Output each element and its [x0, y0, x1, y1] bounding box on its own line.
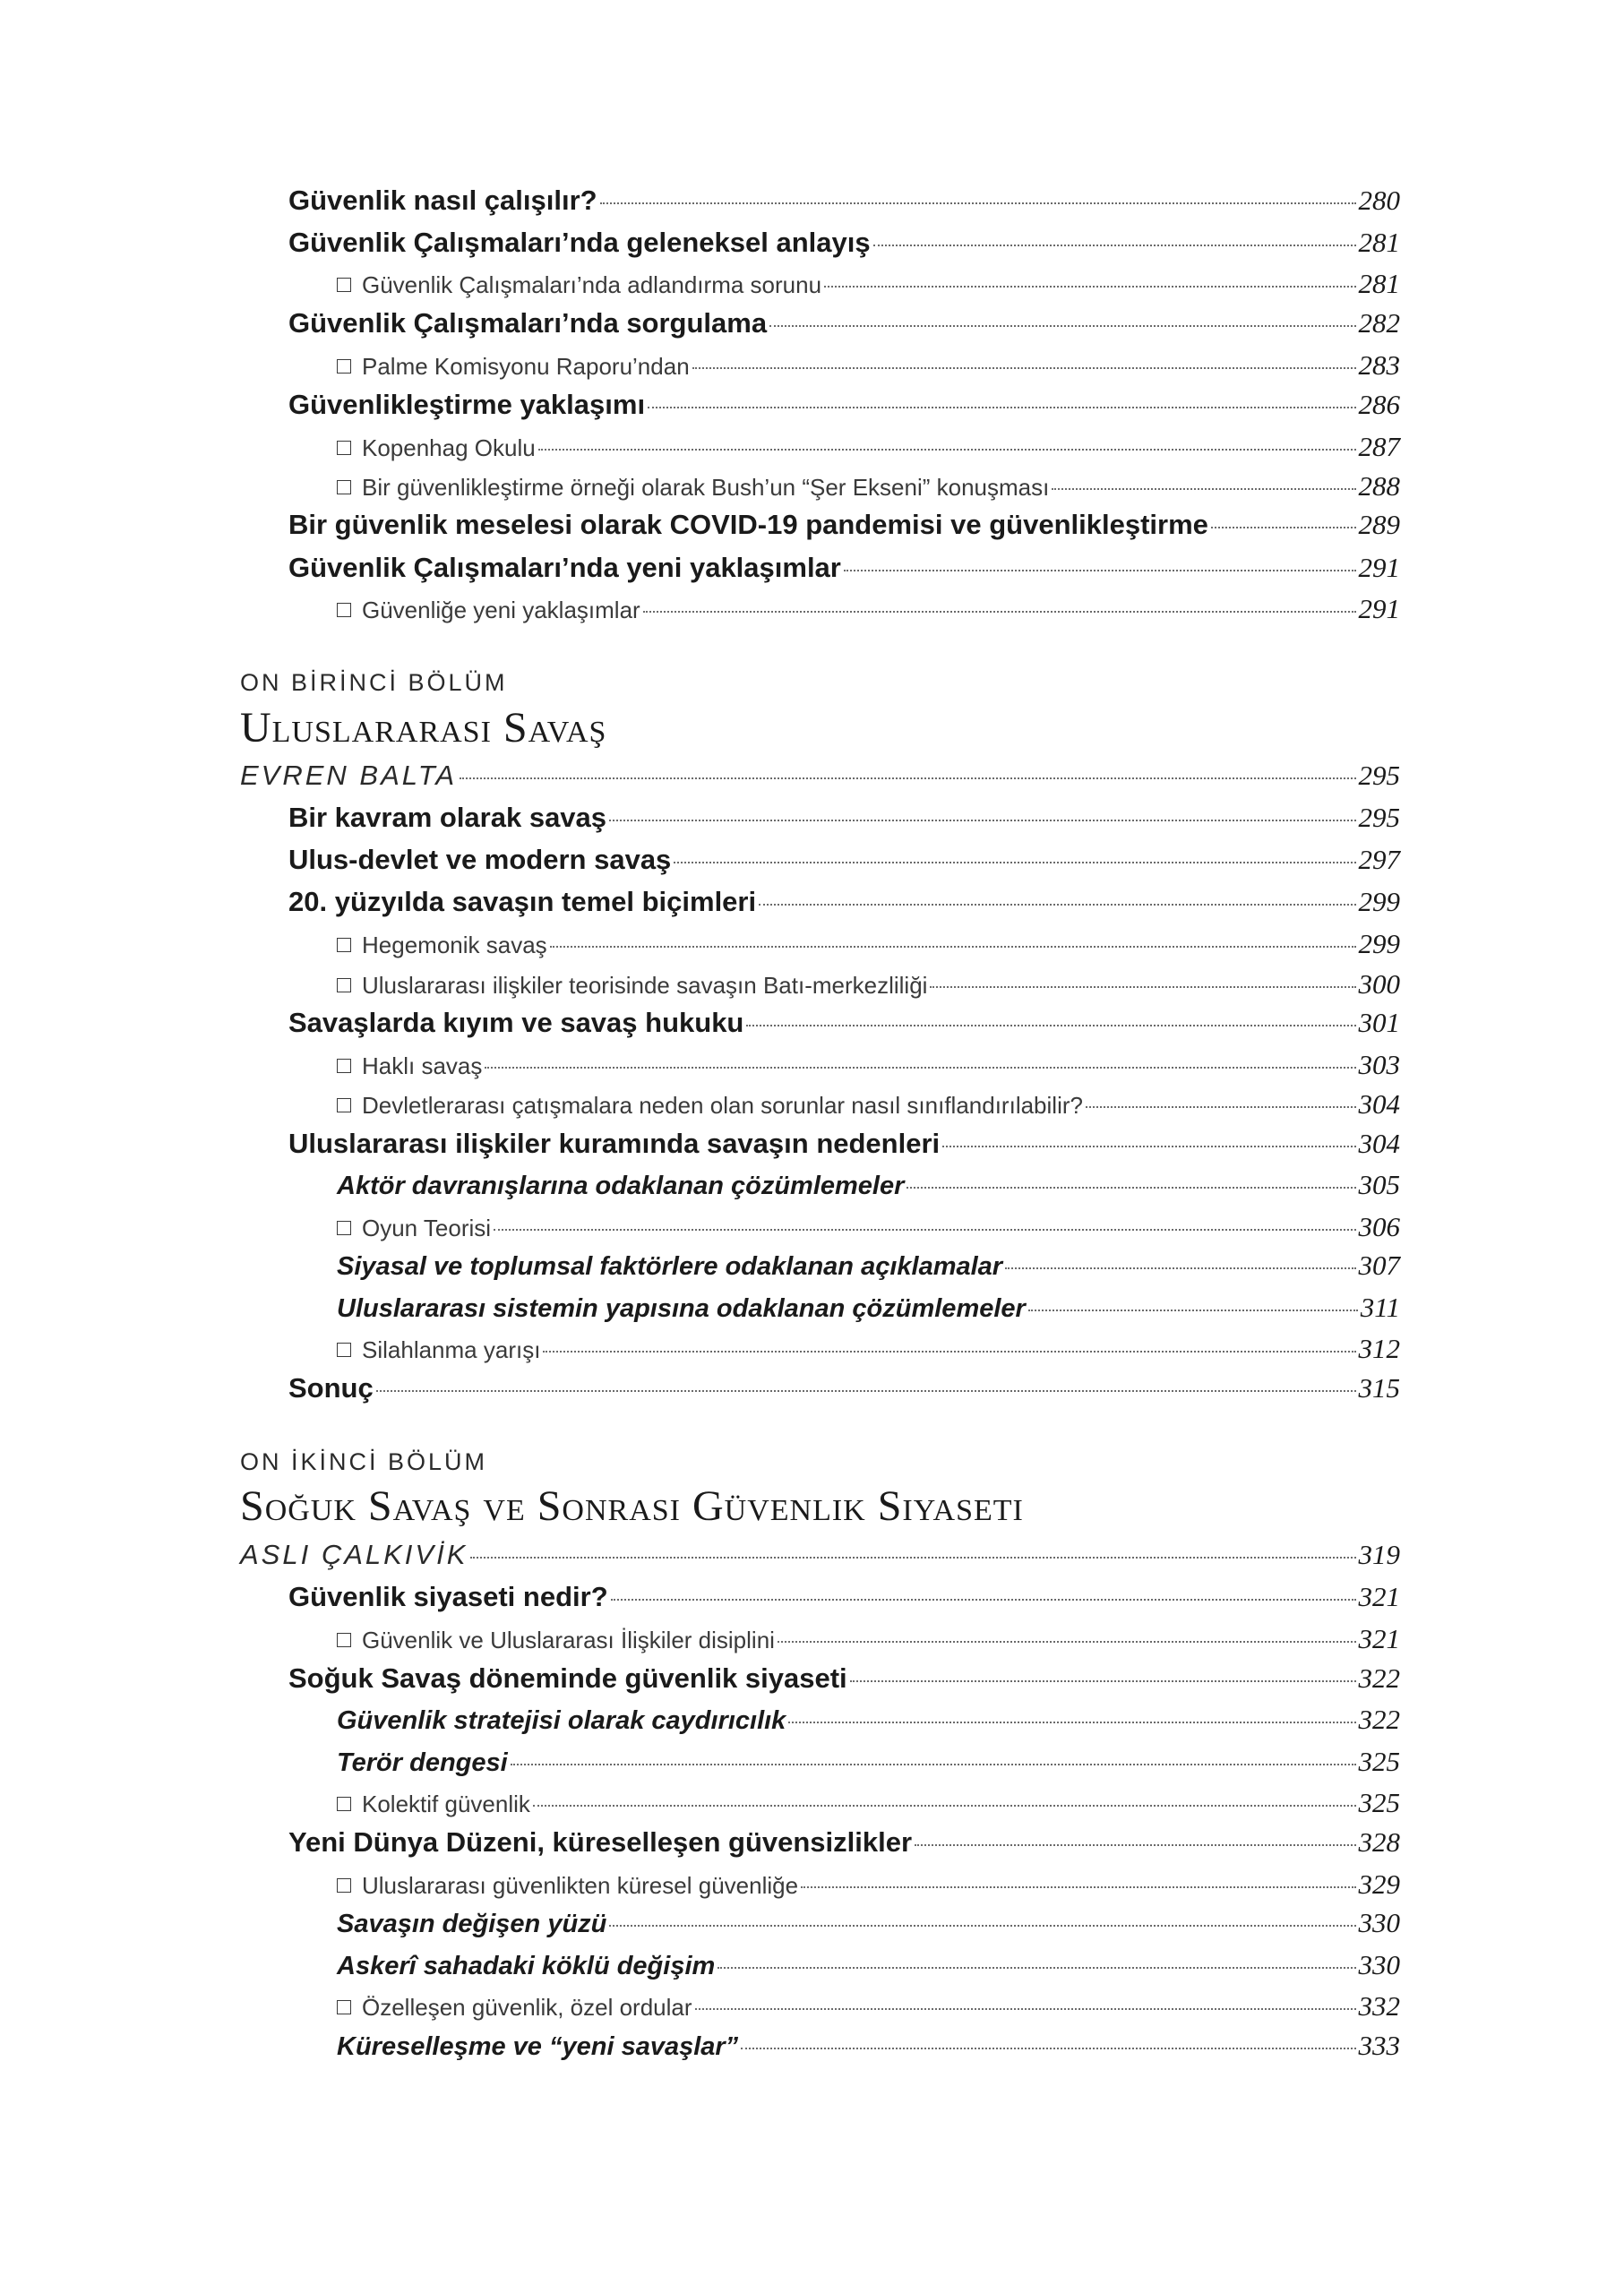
box-bullet-icon	[337, 278, 351, 292]
toc-entry-label: Haklı savaş	[362, 1052, 483, 1079]
dot-leader	[769, 325, 1355, 327]
dot-leader	[611, 1599, 1356, 1601]
toc-box-entry[interactable]	[337, 1623, 1400, 1655]
toc-box-entry[interactable]	[337, 968, 1400, 1001]
toc-entry[interactable]	[288, 1128, 1400, 1160]
toc-entry-label: Oyun Teorisi	[362, 1215, 492, 1241]
box-bullet-icon	[337, 1059, 351, 1073]
dot-leader	[907, 1187, 1355, 1189]
toc-entry-label: Palme Komisyonu Raporu’ndan	[362, 353, 690, 380]
toc-entry-label: Bir güvenlik meselesi olarak COVID-19 pandemisi ve güvenlikleştirme	[288, 509, 1208, 540]
dot-leader	[695, 2008, 1356, 2010]
toc-box-entry[interactable]	[337, 593, 1400, 625]
toc-page-number: 329	[1358, 1868, 1400, 1900]
toc-entry-label: Güvenlik Çalışmaları’nda sorgulama	[288, 307, 768, 339]
dot-leader	[850, 1680, 1356, 1682]
toc-entry[interactable]	[288, 802, 1400, 834]
chapter-kicker: ON BİRİNCİ BÖLÜM	[240, 669, 508, 696]
toc-entry-label: Devletlerarası çatışmalara neden olan sorunlar nasıl sınıflandırılabilir?	[362, 1092, 1083, 1119]
dot-leader	[538, 449, 1356, 451]
toc-entry-label: Terör dengesi	[337, 1748, 508, 1777]
toc-entry-label: Küreselleşme ve “yeni savaşlar”	[337, 2032, 739, 2061]
dot-leader	[824, 286, 1355, 288]
toc-page-number: 311	[1360, 1292, 1400, 1323]
toc-page-number: 304	[1358, 1128, 1400, 1159]
dot-leader	[692, 367, 1356, 369]
chapter-title[interactable]: Soğuk Savaş ve Sonrası Güvenlik Siyaseti	[240, 1482, 1024, 1530]
box-bullet-icon	[337, 2000, 351, 2014]
dot-leader	[788, 1722, 1355, 1723]
toc-entry-label: Soğuk Savaş döneminde güvenlik siyaseti	[288, 1662, 847, 1694]
toc-page-number: 315	[1358, 1372, 1400, 1404]
toc-entry-label: Uluslararası güvenlikten küresel güvenliğe	[362, 1872, 799, 1899]
toc-box-entry[interactable]	[337, 1049, 1400, 1081]
toc-entry-label: Silahlanma yarışı	[362, 1336, 541, 1363]
toc-entry-label: Bir güvenlikleştirme örneği olarak Bush’un “Şer Ekseni” konuşması	[362, 474, 1050, 501]
toc-entry[interactable]	[288, 1007, 1400, 1039]
toc-entry-label: Yeni Dünya Düzeni, küreselleşen güvensizlikler	[288, 1826, 913, 1858]
dot-leader	[915, 1844, 1355, 1846]
toc-page-number: 328	[1358, 1826, 1400, 1858]
toc-page-number: 299	[1358, 886, 1400, 917]
toc-page-number: 283	[1358, 349, 1400, 381]
dot-leader	[1211, 527, 1356, 528]
chapter-author: ASLI ÇALKIVİK	[240, 1539, 468, 1570]
toc-entry[interactable]	[288, 844, 1400, 876]
dot-leader	[648, 407, 1355, 408]
toc-entry[interactable]	[288, 389, 1400, 421]
toc-box-entry[interactable]	[337, 1088, 1400, 1121]
dot-leader	[376, 1390, 1356, 1392]
dot-leader	[609, 820, 1355, 821]
dot-leader	[1028, 1310, 1358, 1311]
toc-entry-label: Bir kavram olarak savaş	[288, 802, 607, 833]
toc-page-number: 303	[1358, 1049, 1400, 1080]
toc-page-number: 322	[1358, 1704, 1400, 1735]
dot-leader	[1086, 1106, 1356, 1108]
toc-entry[interactable]	[288, 227, 1400, 259]
toc-box-entry[interactable]	[337, 928, 1400, 960]
dot-leader	[643, 611, 1356, 613]
toc-page-number: 332	[1358, 1990, 1400, 2022]
toc-entry-label: Güvenlik ve Uluslararası İlişkiler disiplini	[362, 1627, 775, 1653]
toc-page-number: 306	[1358, 1211, 1400, 1242]
chapter-author-entry[interactable]	[240, 760, 1400, 792]
dot-leader	[741, 2048, 1355, 2049]
dot-leader	[600, 202, 1356, 204]
toc-entry-label: Hegemonik savaş	[362, 932, 547, 958]
toc-page-number: 330	[1358, 1949, 1400, 1980]
toc-italic-entry[interactable]	[337, 2030, 1400, 2062]
toc-italic-entry[interactable]	[337, 1292, 1400, 1324]
toc-entry-label: Güvenlik Çalışmaları’nda yeni yaklaşımlar	[288, 552, 841, 583]
toc-page-number: 289	[1358, 509, 1400, 540]
dot-leader	[759, 904, 1355, 906]
toc-page-number: 288	[1358, 470, 1400, 502]
toc-entry-label: 20. yüzyılda savaşın temel biçimleri	[288, 886, 757, 917]
box-bullet-icon	[337, 978, 351, 992]
toc-entry-label: Uluslararası ilişkiler teorisinde savaşın Batı-merkezliliği	[362, 972, 928, 999]
toc-entry-label: Sonuç	[288, 1372, 374, 1404]
toc-entry-label: Güvenlik siyaseti nedir?	[288, 1581, 608, 1612]
dot-leader	[511, 1764, 1356, 1765]
dot-leader	[942, 1146, 1355, 1147]
dot-leader	[717, 1967, 1355, 1969]
toc-box-entry[interactable]	[337, 349, 1400, 382]
dot-leader	[550, 946, 1356, 948]
dot-leader	[533, 1805, 1356, 1807]
toc-entry-label: Siyasal ve toplumsal faktörlere odaklanan açıklamalar	[337, 1252, 1003, 1281]
toc-italic-entry[interactable]	[337, 1746, 1400, 1778]
toc-italic-entry[interactable]	[337, 1250, 1400, 1282]
toc-page-number: 286	[1358, 389, 1400, 420]
toc-page-number: 325	[1358, 1746, 1400, 1777]
toc-italic-entry[interactable]	[337, 1704, 1400, 1736]
toc-box-entry[interactable]	[337, 470, 1400, 502]
toc-page-number: 300	[1358, 968, 1400, 1000]
toc-entry[interactable]	[288, 307, 1400, 339]
box-bullet-icon	[337, 1878, 351, 1893]
chapter-author-entry[interactable]	[240, 1539, 1400, 1571]
toc-entry[interactable]	[288, 1662, 1400, 1695]
toc-entry-label: Ulus-devlet ve modern savaş	[288, 844, 672, 875]
dot-leader	[485, 1067, 1355, 1069]
toc-entry-label: Askerî sahadaki köklü değişim	[337, 1952, 716, 1980]
toc-box-entry[interactable]	[337, 1868, 1400, 1901]
toc-page-number: 291	[1358, 593, 1400, 624]
toc-entry[interactable]	[288, 1372, 1400, 1404]
toc-page-number: 282	[1358, 307, 1400, 339]
box-bullet-icon	[337, 1797, 351, 1811]
box-bullet-icon	[337, 359, 351, 374]
toc-entry-label: Güvenlik Çalışmaları’nda geleneksel anlayış	[288, 227, 871, 258]
dot-leader	[470, 1557, 1355, 1559]
toc-page-number: 291	[1358, 552, 1400, 583]
toc-page-number: 297	[1358, 844, 1400, 875]
toc-entry-label: Uluslararası ilişkiler kuramında savaşın nedenleri	[288, 1128, 941, 1159]
toc-entry-label: Savaşlarda kıyım ve savaş hukuku	[288, 1007, 744, 1038]
toc-page-number: 301	[1358, 1007, 1400, 1038]
toc-entry-label: Güvenlik nasıl çalışılır?	[288, 185, 597, 216]
dot-leader	[1052, 488, 1355, 490]
toc-italic-entry[interactable]	[337, 1169, 1400, 1201]
toc-page-number: 304	[1358, 1088, 1400, 1120]
toc-page-number: 281	[1358, 268, 1400, 299]
toc-page-number: 295	[1358, 802, 1400, 833]
toc-page-number: 299	[1358, 928, 1400, 959]
toc-entry[interactable]	[288, 185, 1400, 217]
toc-entry[interactable]	[288, 886, 1400, 918]
toc-page-number: 330	[1358, 1907, 1400, 1938]
toc-page-number: 280	[1358, 185, 1400, 216]
dot-leader	[930, 986, 1355, 988]
chapter-title[interactable]: Uluslararası Savaş	[240, 704, 607, 751]
dot-leader	[460, 777, 1355, 779]
toc-entry-label: Uluslararası sistemin yapısına odaklanan çözümlemeler	[337, 1294, 1026, 1323]
dot-leader	[494, 1229, 1355, 1231]
box-bullet-icon	[337, 1221, 351, 1235]
dot-leader	[609, 1925, 1355, 1927]
toc-entry[interactable]	[288, 1581, 1400, 1613]
box-bullet-icon	[337, 480, 351, 494]
box-bullet-icon	[337, 1343, 351, 1357]
dot-leader	[801, 1886, 1355, 1888]
toc-page-number: 325	[1358, 1787, 1400, 1818]
box-bullet-icon	[337, 603, 351, 617]
toc-entry-label: Özelleşen güvenlik, özel ordular	[362, 1994, 692, 2021]
toc-page-number: 333	[1358, 2030, 1400, 2061]
toc-italic-entry[interactable]	[337, 1907, 1400, 1939]
chapter-author: EVREN BALTA	[240, 760, 458, 791]
toc-italic-entry[interactable]	[337, 1949, 1400, 1981]
dot-leader	[873, 245, 1356, 246]
toc-page-number: 312	[1358, 1333, 1400, 1364]
toc-entry[interactable]	[288, 552, 1400, 584]
dot-leader	[746, 1025, 1355, 1026]
toc-box-entry[interactable]	[337, 1333, 1400, 1365]
toc-entry[interactable]	[288, 509, 1400, 541]
toc-page-number: 322	[1358, 1662, 1400, 1694]
toc-entry[interactable]	[288, 1826, 1400, 1859]
toc-page-number: 321	[1358, 1581, 1400, 1612]
toc-box-entry[interactable]	[337, 268, 1400, 300]
toc-entry-label: Güvenliğe yeni yaklaşımlar	[362, 597, 640, 623]
toc-page-number: 305	[1358, 1169, 1400, 1200]
toc-entry-label: Güvenlik Çalışmaları’nda adlandırma sorunu	[362, 271, 822, 298]
toc-entry-label: Savaşın değişen yüzü	[337, 1910, 607, 1938]
toc-page-number: 321	[1358, 1623, 1400, 1654]
chapter-kicker: ON İKİNCİ BÖLÜM	[240, 1448, 488, 1475]
dot-leader	[778, 1641, 1356, 1643]
dot-leader	[674, 862, 1355, 863]
toc-page-number: 295	[1358, 760, 1400, 791]
toc-entry-label: Kopenhag Okulu	[362, 434, 536, 461]
box-bullet-icon	[337, 938, 351, 952]
dot-leader	[1005, 1267, 1355, 1269]
toc-entry-label: Aktör davranışlarına odaklanan çözümlemeler	[337, 1172, 905, 1200]
toc-box-entry[interactable]	[337, 1787, 1400, 1819]
toc-box-entry[interactable]	[337, 431, 1400, 463]
box-bullet-icon	[337, 1098, 351, 1112]
toc-page-number: 281	[1358, 227, 1400, 258]
toc-entry-label: Güvenlik stratejisi olarak caydırıcılık	[337, 1706, 786, 1735]
toc-page-number: 307	[1358, 1250, 1400, 1281]
toc-entry-label: Kolektif güvenlik	[362, 1791, 530, 1817]
toc-box-entry[interactable]	[337, 1990, 1400, 2022]
toc-page-number: 287	[1358, 431, 1400, 462]
toc-box-entry[interactable]	[337, 1211, 1400, 1243]
toc-page-number: 319	[1358, 1539, 1400, 1570]
dot-leader	[543, 1351, 1355, 1353]
box-bullet-icon	[337, 441, 351, 455]
box-bullet-icon	[337, 1633, 351, 1647]
dot-leader	[844, 570, 1356, 571]
toc-entry-label: Güvenlikleştirme yaklaşımı	[288, 389, 646, 420]
